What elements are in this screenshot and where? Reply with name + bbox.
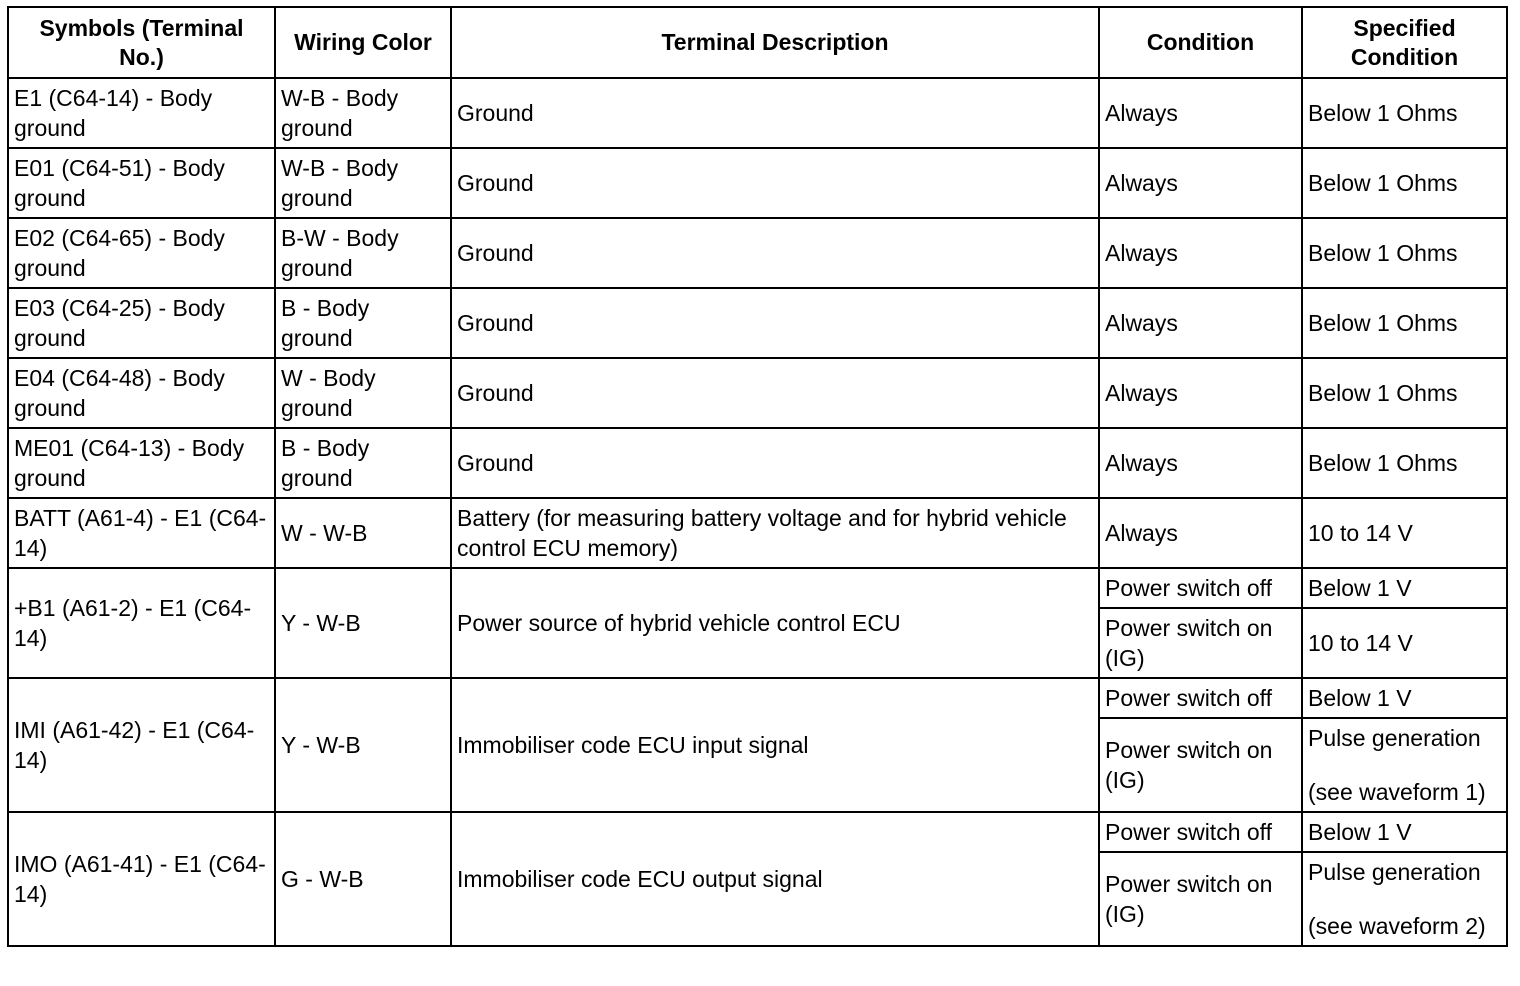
cell-specified: Below 1 Ohms xyxy=(1302,358,1507,428)
cell-condition: Power switch on (IG) xyxy=(1099,608,1302,678)
cell-specified: Below 1 Ohms xyxy=(1302,428,1507,498)
header-condition: Condition xyxy=(1099,7,1302,78)
cell-symbols: E02 (C64-65) - Body ground xyxy=(8,218,275,288)
cell-description: Power source of hybrid vehicle control ECU xyxy=(451,568,1099,678)
cell-specified: Below 1 V xyxy=(1302,812,1507,852)
terminal-spec-table xyxy=(7,6,1508,947)
cell-condition: Always xyxy=(1099,498,1302,568)
cell-specified: Below 1 Ohms xyxy=(1302,288,1507,358)
cell-condition: Power switch on (IG) xyxy=(1099,852,1302,946)
cell-symbols: E01 (C64-51) - Body ground xyxy=(8,148,275,218)
cell-symbols: E04 (C64-48) - Body ground xyxy=(8,358,275,428)
cell-specified: 10 to 14 V xyxy=(1302,608,1507,678)
table-row xyxy=(8,218,1507,288)
table-row xyxy=(8,678,1507,718)
waveform-ref: (see waveform 1) xyxy=(1308,779,1486,805)
table-row xyxy=(8,78,1507,148)
cell-description: Ground xyxy=(451,218,1099,288)
spacer xyxy=(1308,887,1501,911)
pulse-label: Pulse generation xyxy=(1308,859,1481,885)
cell-condition: Always xyxy=(1099,288,1302,358)
table-row xyxy=(8,428,1507,498)
cell-condition: Power switch on (IG) xyxy=(1099,718,1302,812)
header-symbols: Symbols (Terminal No.) xyxy=(8,7,275,78)
cell-wiring: W - W-B xyxy=(275,498,451,568)
cell-symbols: BATT (A61-4) - E1 (C64-14) xyxy=(8,498,275,568)
header-row xyxy=(8,7,1507,78)
cell-wiring: B - Body ground xyxy=(275,288,451,358)
cell-condition: Always xyxy=(1099,148,1302,218)
cell-description: Ground xyxy=(451,428,1099,498)
spacer xyxy=(1308,753,1501,777)
cell-specified: Below 1 V xyxy=(1302,568,1507,608)
table-row xyxy=(8,812,1507,852)
table-row xyxy=(8,148,1507,218)
cell-description: Ground xyxy=(451,358,1099,428)
waveform-ref: (see waveform 2) xyxy=(1308,913,1486,939)
header-wiring-color: Wiring Color xyxy=(275,7,451,78)
cell-description: Battery (for measuring battery voltage and for hybrid vehicle control ECU memory) xyxy=(451,498,1099,568)
cell-condition: Power switch off xyxy=(1099,812,1302,852)
cell-wiring: W - Body ground xyxy=(275,358,451,428)
cell-description: Immobiliser code ECU input signal xyxy=(451,678,1099,812)
cell-condition: Always xyxy=(1099,358,1302,428)
cell-specified xyxy=(1302,852,1507,946)
header-terminal-description: Terminal Description xyxy=(451,7,1099,78)
cell-wiring: Y - W-B xyxy=(275,678,451,812)
cell-specified: 10 to 14 V xyxy=(1302,498,1507,568)
table-row xyxy=(8,358,1507,428)
cell-condition: Power switch off xyxy=(1099,568,1302,608)
table-row xyxy=(8,568,1507,608)
cell-condition: Always xyxy=(1099,428,1302,498)
cell-description: Ground xyxy=(451,148,1099,218)
cell-wiring: W-B - Body ground xyxy=(275,78,451,148)
cell-condition: Always xyxy=(1099,78,1302,148)
table-row xyxy=(8,498,1507,568)
cell-wiring: W-B - Body ground xyxy=(275,148,451,218)
cell-wiring: B-W - Body ground xyxy=(275,218,451,288)
cell-symbols: IMI (A61-42) - E1 (C64-14) xyxy=(8,678,275,812)
cell-condition: Always xyxy=(1099,218,1302,288)
cell-description: Ground xyxy=(451,78,1099,148)
cell-specified: Below 1 Ohms xyxy=(1302,148,1507,218)
cell-specified: Below 1 Ohms xyxy=(1302,218,1507,288)
pulse-spec xyxy=(1308,857,1501,941)
cell-wiring: B - Body ground xyxy=(275,428,451,498)
cell-symbols: ME01 (C64-13) - Body ground xyxy=(8,428,275,498)
cell-specified: Below 1 V xyxy=(1302,678,1507,718)
pulse-spec xyxy=(1308,723,1501,807)
cell-specified xyxy=(1302,718,1507,812)
cell-symbols: E1 (C64-14) - Body ground xyxy=(8,78,275,148)
cell-wiring: Y - W-B xyxy=(275,568,451,678)
pulse-label: Pulse generation xyxy=(1308,725,1481,751)
cell-symbols: E03 (C64-25) - Body ground xyxy=(8,288,275,358)
cell-specified: Below 1 Ohms xyxy=(1302,78,1507,148)
cell-condition: Power switch off xyxy=(1099,678,1302,718)
header-specified-condition: Specified Condition xyxy=(1302,7,1507,78)
cell-symbols: IMO (A61-41) - E1 (C64-14) xyxy=(8,812,275,946)
cell-description: Immobiliser code ECU output signal xyxy=(451,812,1099,946)
cell-wiring: G - W-B xyxy=(275,812,451,946)
cell-symbols: +B1 (A61-2) - E1 (C64-14) xyxy=(8,568,275,678)
table-row xyxy=(8,288,1507,358)
cell-description: Ground xyxy=(451,288,1099,358)
